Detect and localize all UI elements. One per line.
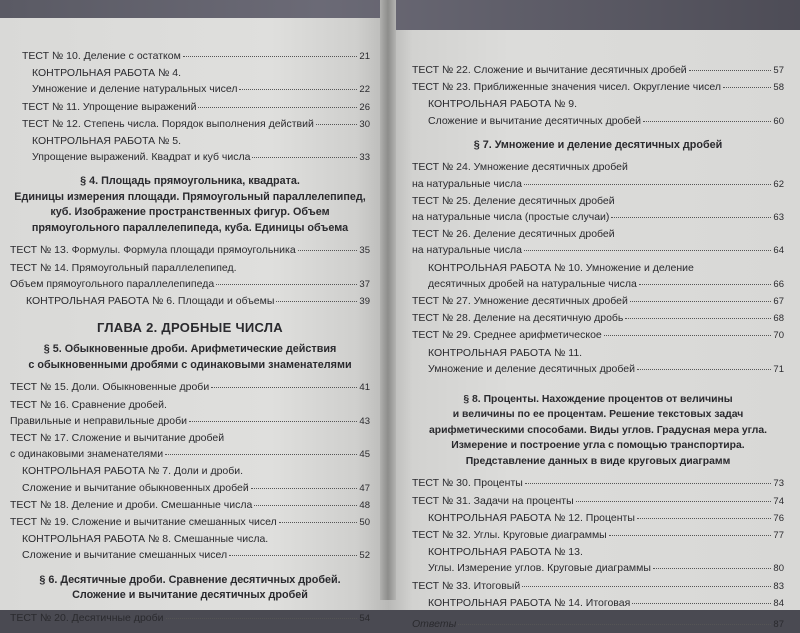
page-number: 84 xyxy=(773,597,784,609)
page-number: 66 xyxy=(773,278,784,290)
page-number: 48 xyxy=(359,499,370,511)
left-toc-column xyxy=(10,48,370,627)
toc-entry: КОНТРОЛЬНАЯ РАБОТА № 10. Умножение и деление xyxy=(428,261,694,274)
toc-entry: КОНТРОЛЬНАЯ РАБОТА № 14. Итоговая 84 xyxy=(412,595,784,612)
toc-entry: Сложение и вычитание обыкновенных дробей 47 xyxy=(10,480,370,497)
toc-entry: ТЕСТ № 15. Доли. Обыкновенные дроби 41 xyxy=(10,379,370,396)
toc-entry: КОНТРОЛЬНАЯ РАБОТА № 9. xyxy=(428,98,578,111)
page-number: 35 xyxy=(359,245,370,257)
page-number: 37 xyxy=(359,278,370,290)
page-number: 52 xyxy=(359,550,370,562)
toc-entry: ТЕСТ № 20. Десятичные дроби 54 xyxy=(10,610,370,627)
page-number: 71 xyxy=(773,363,784,375)
toc-entry: ТЕСТ № 27. Умножение десятичных дробей 67 xyxy=(412,293,784,310)
toc-entry: КОНТРОЛЬНАЯ РАБОТА № 7. Доли и дроби. xyxy=(22,465,244,478)
page-number: 64 xyxy=(773,245,784,257)
page-number: 76 xyxy=(773,512,784,524)
page-number: 68 xyxy=(773,313,784,325)
toc-entry: Правильные и неправильные дроби 43 xyxy=(10,413,370,430)
toc-entry: ТЕСТ № 18. Деление и дроби. Смешанные числа 48 xyxy=(10,497,370,514)
toc-entry: ТЕСТ № 26. Деление десятичных дробей xyxy=(412,228,615,241)
page-number: 73 xyxy=(773,478,784,490)
toc-entry: ТЕСТ № 16. Сравнение дробей. xyxy=(10,398,167,411)
page-number: 62 xyxy=(773,178,784,190)
page-number: 87 xyxy=(773,619,784,631)
toc-entry: КОНТРОЛЬНАЯ РАБОТА № 6. Площади и объемы 39 xyxy=(10,293,370,310)
page-number: 57 xyxy=(773,65,784,76)
page-number: 45 xyxy=(359,449,370,461)
page-number: 33 xyxy=(359,152,370,164)
toc-entry: ТЕСТ № 23. Приближенные значения чисел. Округление чисел 58 xyxy=(412,79,784,96)
toc-entry: КОНТРОЛЬНАЯ РАБОТА № 11. xyxy=(428,346,583,359)
toc-entry: ТЕСТ № 19. Сложение и вычитание смешанных чисел 50 xyxy=(10,514,370,531)
toc-entry: ТЕСТ № 12. Степень числа. Порядок выполнения действий 30 xyxy=(10,116,370,133)
toc-entry: КОНТРОЛЬНАЯ РАБОТА № 13. xyxy=(428,546,583,559)
toc-entry: ТЕСТ № 30. Проценты 73 xyxy=(412,475,784,492)
toc-entry: ТЕСТ № 28. Деление на десятичную дробь 68 xyxy=(412,310,784,327)
toc-entry: КОНТРОЛЬНАЯ РАБОТА № 5. xyxy=(32,135,182,148)
book-spine-gutter xyxy=(380,0,396,600)
toc-entry: Умножение и деление натуральных чисел 22 xyxy=(10,81,370,98)
toc-entry: ТЕСТ № 10. Деление с остатком 21 xyxy=(10,48,370,65)
toc-entry: КОНТРОЛЬНАЯ РАБОТА № 4. xyxy=(32,67,182,80)
toc-entry: ТЕСТ № 13. Формулы. Формула площади прямоугольника 35 xyxy=(10,242,370,259)
toc-entry: ТЕСТ № 33. Итоговый 83 xyxy=(412,578,784,595)
page-number: 39 xyxy=(359,296,370,308)
toc-entry: ТЕСТ № 29. Среднее арифметическое 70 xyxy=(412,327,784,344)
page-number: 41 xyxy=(359,382,370,394)
page-number: 54 xyxy=(359,612,370,624)
toc-entry: на натуральные числа 62 xyxy=(412,176,784,193)
section-5-heading: § 5. Обыкновенные дроби. Арифметические действия с обыкновенными дробями с одинаковыми знаменателями xyxy=(28,343,352,371)
page-number: 21 xyxy=(359,51,370,62)
toc-entry: Умножение и деление десятичных дробей 71 xyxy=(412,361,784,378)
page-number: 26 xyxy=(359,101,370,113)
page-number: 80 xyxy=(773,563,784,575)
page-number: 50 xyxy=(359,517,370,529)
section-6-heading: § 6. Десятичные дроби. Сравнение десятичных дробей. Сложение и вычитание десятичных дробей xyxy=(39,573,341,602)
toc-entry: КОНТРОЛЬНАЯ РАБОТА № 12. Проценты 76 xyxy=(412,510,784,527)
page-number: 77 xyxy=(773,530,784,542)
toc-entry: на натуральные числа 64 xyxy=(412,242,784,259)
page-number: 60 xyxy=(773,115,784,127)
page-number: 70 xyxy=(773,330,784,342)
right-toc-column xyxy=(412,62,784,633)
section-7-heading: § 7. Умножение и деление десятичных дробей xyxy=(473,138,723,151)
toc-entry: ТЕСТ № 22. Сложение и вычитание десятичных дробей 57 xyxy=(412,62,784,79)
toc-entry: КОНТРОЛЬНАЯ РАБОТА № 8. Смешанные числа. xyxy=(22,533,269,546)
toc-entry: ТЕСТ № 11. Упрощение выражений 26 xyxy=(10,99,370,116)
toc-entry: ТЕСТ № 32. Углы. Круговые диаграммы 77 xyxy=(412,527,784,544)
page-number: 43 xyxy=(359,415,370,427)
section-8-heading: § 8. Проценты. Нахождение процентов от величины и величины по ее процентам. Решение текстовых задач арифметическими способами. Виды углов. Градусная мера угла. Измерение и построение угла с помощью транспортира. Представление данных в виде круговых диаграмм xyxy=(428,393,767,467)
page-number: 74 xyxy=(773,495,784,507)
toc-entry: ТЕСТ № 17. Сложение и вычитание дробей xyxy=(10,432,225,445)
toc-entry: Упрощение выражений. Квадрат и куб числа 33 xyxy=(10,149,370,166)
page-number: 30 xyxy=(359,118,370,130)
section-4-heading: § 4. Площадь прямоугольника, квадрата. Единицы измерения площади. Прямоугольный параллелепипед, куб. Изображение пространственных фигур. Объем прямоугольного параллелепипеда, куба. Единицы объема xyxy=(14,175,366,234)
page-number: 67 xyxy=(773,295,784,307)
toc-entry: ТЕСТ № 31. Задачи на проценты 74 xyxy=(412,493,784,510)
page-number: 58 xyxy=(773,82,784,94)
toc-entry: десятичных дробей на натуральные числа 66 xyxy=(412,276,784,293)
toc-entry: Углы. Измерение углов. Круговые диаграммы 80 xyxy=(412,560,784,577)
toc-entry-answers: Ответы 87 xyxy=(412,616,784,633)
toc-entry: Сложение и вычитание смешанных чисел 52 xyxy=(10,547,370,564)
page-number: 22 xyxy=(359,84,370,96)
toc-entry: на натуральные числа (простые случаи) 63 xyxy=(412,209,784,226)
page-number: 83 xyxy=(773,580,784,592)
toc-entry: Объем прямоугольного параллелепипеда 37 xyxy=(10,276,370,293)
page-number: 63 xyxy=(773,211,784,223)
toc-entry: с одинаковыми знаменателями 45 xyxy=(10,446,370,463)
toc-entry: ТЕСТ № 24. Умножение десятичных дробей xyxy=(412,161,628,174)
toc-entry: Сложение и вычитание десятичных дробей 60 xyxy=(412,113,784,130)
toc-entry: ТЕСТ № 25. Деление десятичных дробей xyxy=(412,194,615,207)
page-number: 47 xyxy=(359,482,370,494)
toc-entry: ТЕСТ № 14. Прямоугольный параллелепипед. xyxy=(10,261,237,274)
chapter-2-heading: ГЛАВА 2. ДРОБНЫЕ ЧИСЛА xyxy=(96,320,284,336)
